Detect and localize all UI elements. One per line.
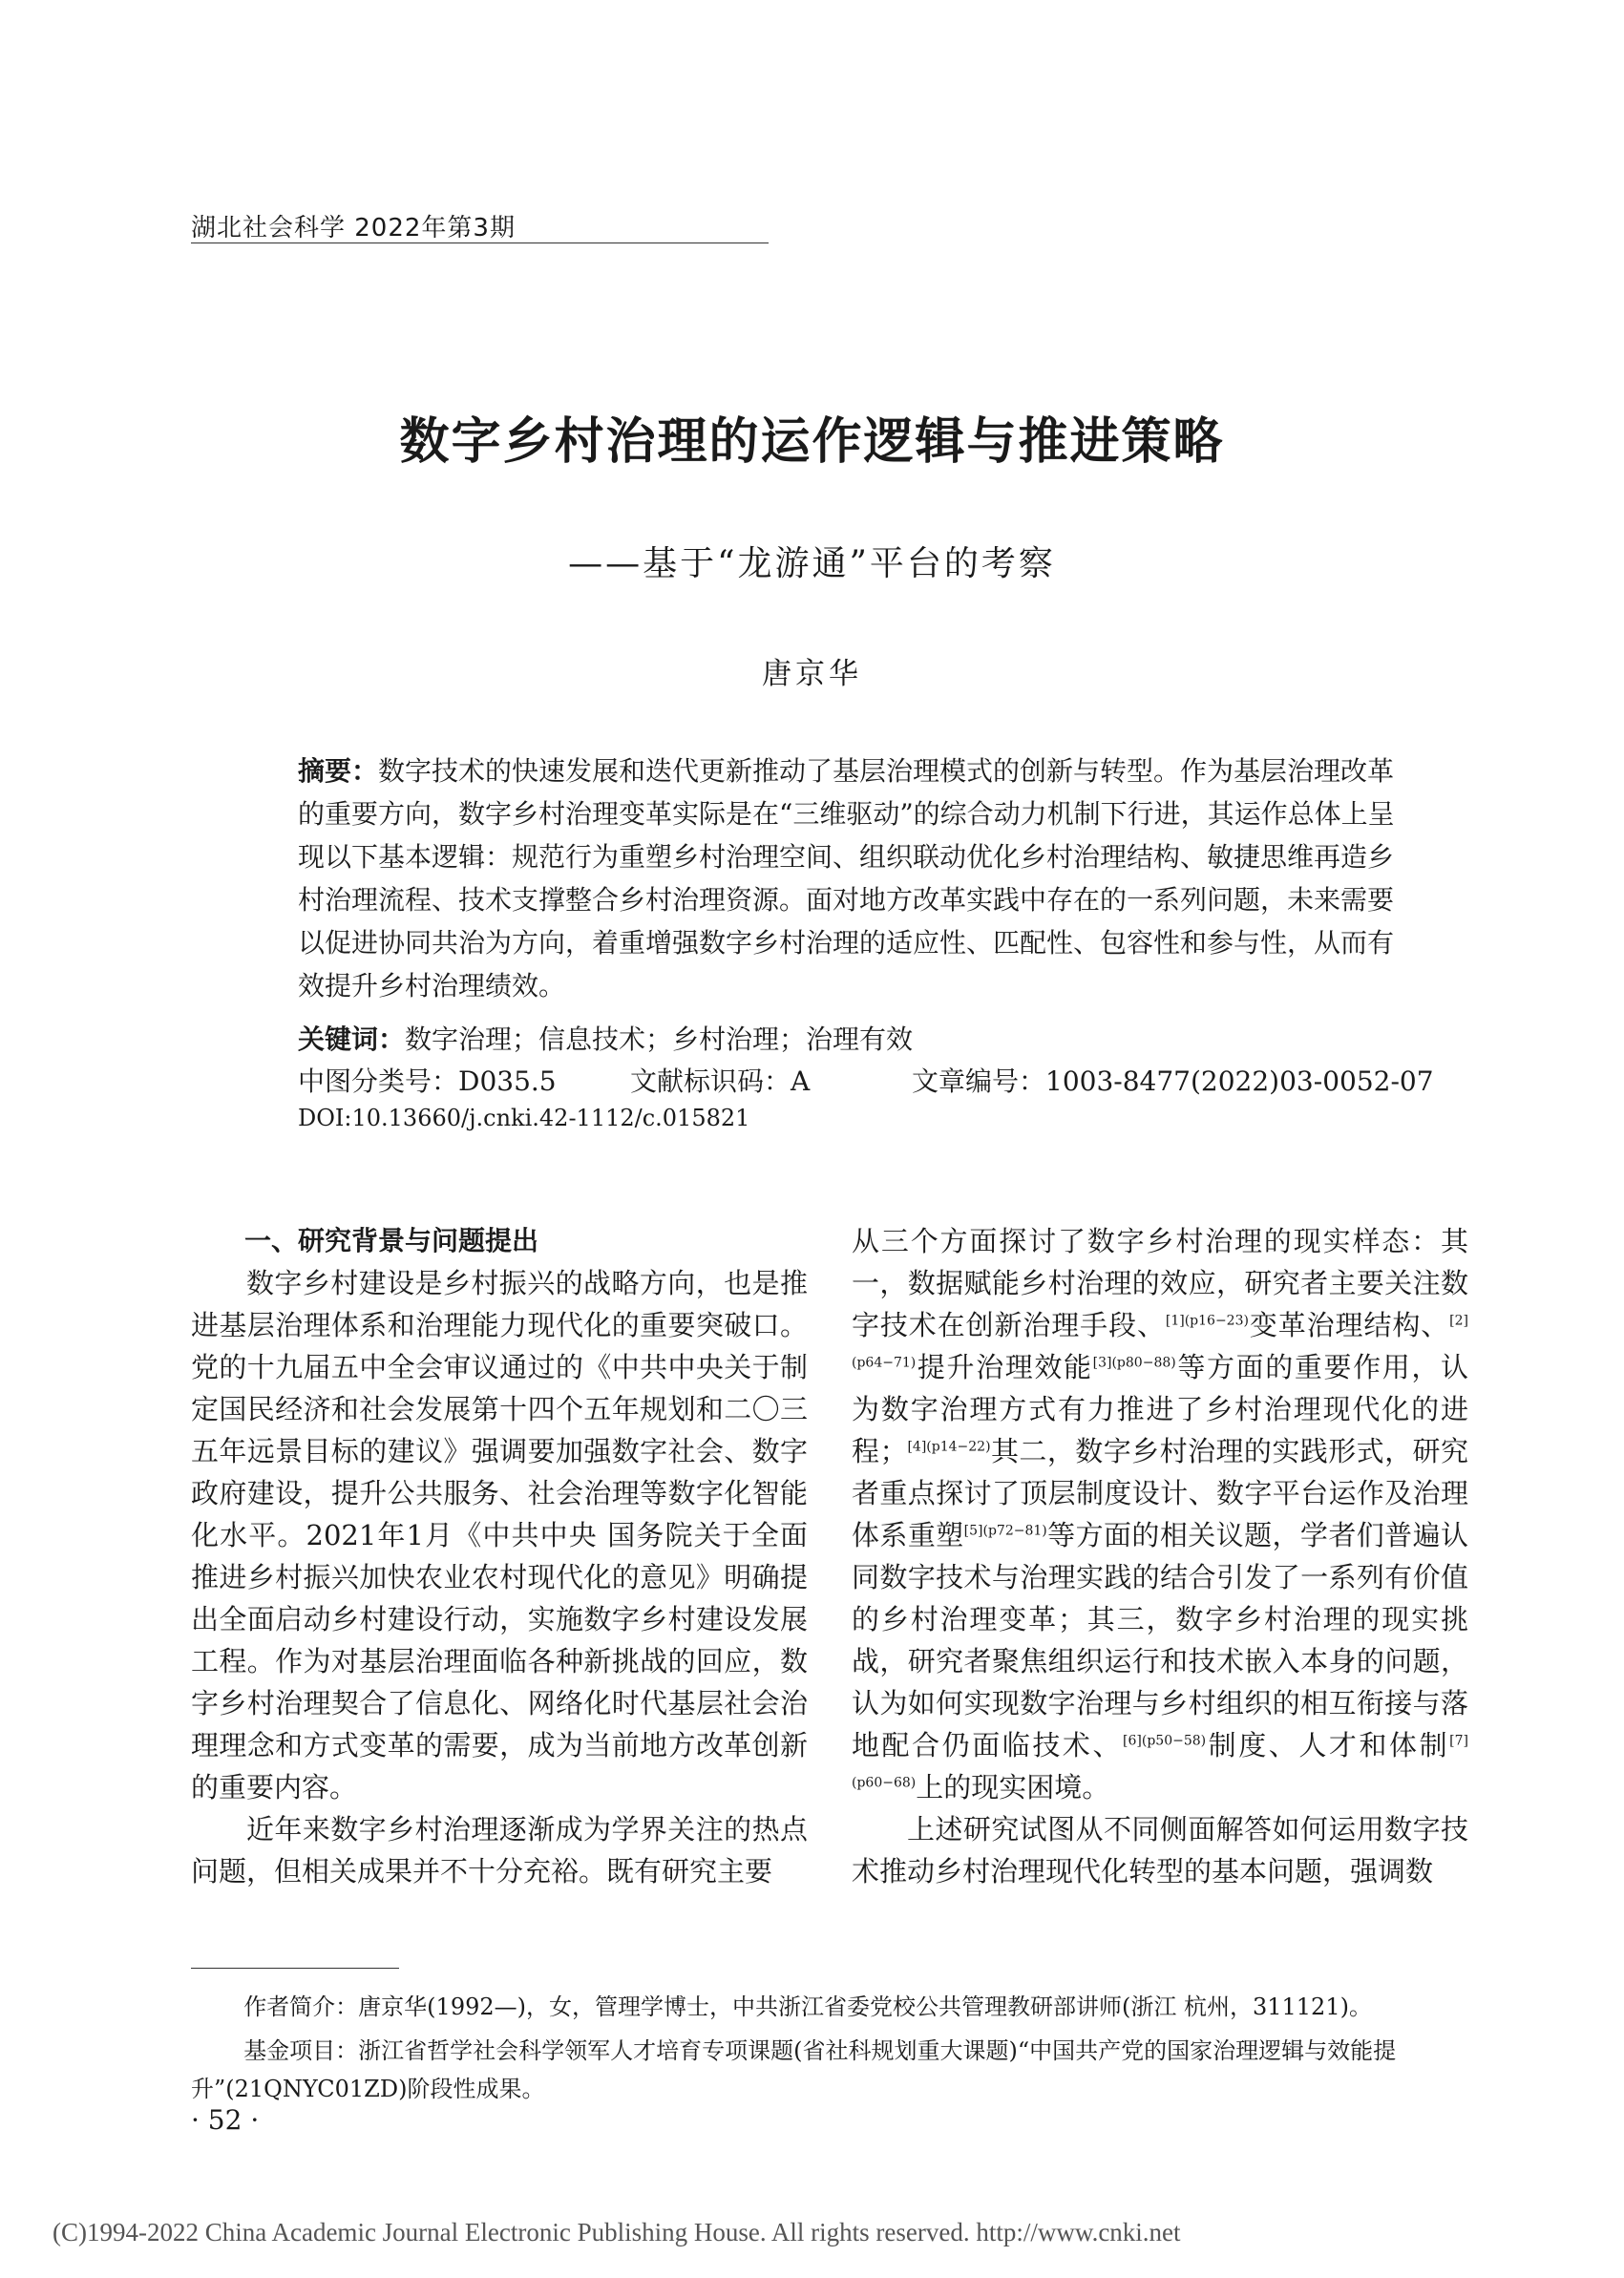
section-heading: 一、研究背景与问题提出 (244, 1225, 539, 1256)
citation: [7](p60−68) (852, 1733, 1468, 1791)
journal-header: 湖北社会科学 2022年第3期 (191, 214, 516, 243)
article-number-value: 1003-8477(2022)03-0052-07 (1045, 1065, 1434, 1097)
footnote-text: 基金项目：浙江省哲学社会科学领军人才培育专项课题(省社科规划重大课题)“中国共产党的国家治理逻辑与效能提升”(21QNYC01ZD)阶段性成果。 (191, 2037, 1397, 2102)
abstract-label: 摘要： (298, 755, 379, 787)
text-run: 从三个方面探讨了数字乡村治理的现实样态：其一，数据赋能乡村治理的效应，研究者主要关注数字技术在创新治理手段、 (852, 1225, 1468, 1341)
body-column-right (852, 1220, 1468, 1892)
article-author: 唐京华 (762, 657, 862, 691)
text-run: 等方面的重要作用，认为数字治理方式有力推进了乡村治理现代化的进程； (852, 1351, 1468, 1467)
article-number-row (912, 1061, 1434, 1099)
keywords-text: 数字治理；信息技术；乡村治理；治理有效 (405, 1023, 914, 1055)
text-run: 等方面的相关议题，学者们普遍认同数字技术与治理实践的结合引发了一系列有价值的乡村治理变革；其三，数字乡村治理的现实挑战，研究者聚焦组织运行和技术嵌入本身的问题，认为如何实现数字治理与乡村组织的相互衔接与落地配合仍面临技术、 (852, 1519, 1468, 1761)
footnote-text: 作者简介：唐京华(1992—)，女，管理学博士，中共浙江省委党校公共管理教研部讲师(浙江 杭州，311121)。 (243, 1993, 1372, 2020)
citation: [5](p72−81) (963, 1523, 1047, 1539)
abstract (298, 749, 1405, 1007)
paragraph: 数字乡村建设是乡村振兴的战略方向，也是推进基层治理体系和治理能力现代化的重要突破口。党的十九届五中全会审议通过的《中共中央关于制定国民经济和社会发展第十四个五年规划和二〇三五年远景目标的建议》强调要加强数字社会、数字政府建设，提升公共服务、社会治理等数字化智能化水平。2021年1月《中共中央 国务院关于全面推进乡村振兴加快农业农村现代化的意见》明确提出全面启动乡村建设行动，实施数字乡村建设发展工程。作为对基层治理面临各种新挑战的回应，数字乡村治理契合了信息化、网络化时代基层社会治理理念和方式变革的需要，成为当前地方改革创新的重要内容。 (191, 1267, 808, 1803)
doc-code-label: 文献标识码： (630, 1065, 791, 1097)
clc-value: D035.5 (458, 1065, 557, 1097)
article-title: 数字乡村治理的运作逻辑与推进策略 (399, 413, 1225, 471)
doc-code-row (630, 1061, 810, 1099)
article-number-label: 文章编号： (912, 1065, 1046, 1097)
footnote-rule (191, 1968, 399, 1969)
keywords-label: 关键词： (298, 1023, 406, 1055)
classification-row (298, 1061, 557, 1099)
paragraph: 上述研究试图从不同侧面解答如何运用数字技术推动乡村治理现代化转型的基本问题，强调数 (852, 1813, 1468, 1888)
doc-code-value: A (791, 1065, 811, 1097)
keywords (298, 1019, 913, 1057)
page-number: · 52 · (191, 2104, 260, 2136)
citation: [2](p64−71) (852, 1313, 1468, 1371)
body-column-left (191, 1220, 808, 1892)
citation: [1](p16−23) (1165, 1313, 1249, 1329)
text-run: 制度、人才和体制 (1206, 1729, 1450, 1761)
abstract-text: 数字技术的快速发展和迭代更新推动了基层治理模式的创新与转型。作为基层治理改革的重要方向，数字乡村治理变革实际是在“三维驱动”的综合动力机制下行进，其运作总体上呈现以下基本逻辑：规范行为重塑乡村治理空间、组织联动优化乡村治理结构、敏捷思维再造乡村治理流程、技术支撑整合乡村治理资源。面对地方改革实践中存在的一系列问题，未来需要以促进协同共治为方向，着重增强数字乡村治理的适应性、匹配性、包容性和参与性，从而有效提升乡村治理绩效。 (298, 755, 1395, 1002)
text-run: 上的现实困境。 (916, 1771, 1110, 1803)
clc-label: 中图分类号： (298, 1065, 459, 1097)
text-run: 其二，数字乡村治理的实践形式，研究者重点探讨了顶层制度设计、数字平台运作及治理体系重塑 (852, 1435, 1468, 1551)
footnote-funding (191, 2032, 1470, 2108)
citation: [4](p14−22) (907, 1439, 991, 1455)
footnote-author-bio (191, 1988, 1470, 2026)
text-run: 变革治理结构、 (1248, 1309, 1450, 1341)
copyright-notice: (C)1994-2022 China Academic Journal Electronic Publishing House. All rights reserved. http://www.cnki.net (53, 2218, 1181, 2246)
citation: [6](p50−58) (1123, 1733, 1207, 1749)
paragraph (852, 1220, 1468, 1808)
article-subtitle: ——基于“龙游通”平台的考察 (568, 544, 1056, 583)
citation: [3](p80−88) (1092, 1355, 1176, 1371)
paragraph: 近年来数字乡村治理逐渐成为学界关注的热点问题，但相关成果并不十分充裕。既有研究主要 (191, 1813, 808, 1888)
text-run: 提升治理效能 (916, 1351, 1093, 1383)
doi: DOI:10.13660/j.cnki.42-1112/c.015821 (298, 1105, 750, 1131)
